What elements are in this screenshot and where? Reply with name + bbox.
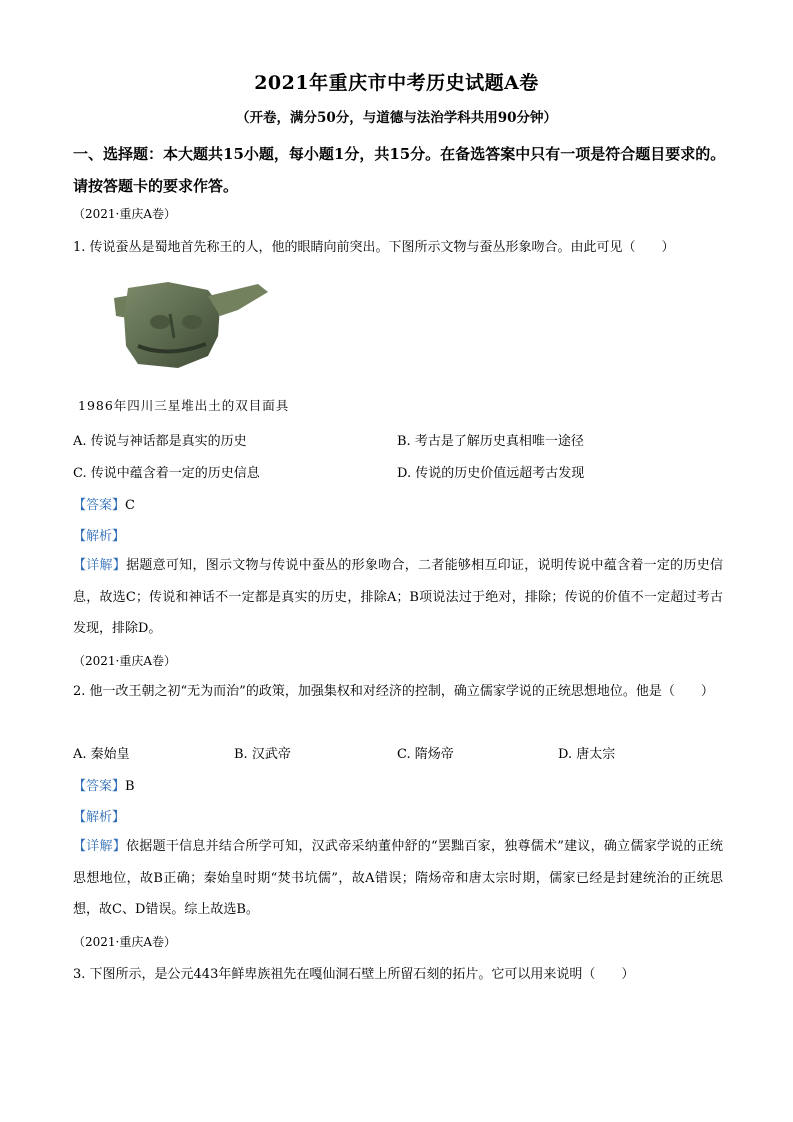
q1-option-c: C. 传说中蕴含着一定的历史信息 [73, 466, 260, 481]
q1-answer [73, 494, 135, 513]
detail-text: 依据题干信息并结合所学可知，汉武帝采纳董仲舒的“罢黜百家，独尊儒术”建议，确立儒家学说的正统思想地位，故B正确；秦始皇时期“焚书坑儒”，故A错误；隋炀帝和唐太宗时期，儒家已经是封建统治的正统思想，故C、D错误。综上故选B。 [73, 839, 723, 917]
q2-option-a: A. 秦始皇 [73, 747, 130, 762]
question-1-stem: 1. 传说蚕丛是蜀地首先称王的人，他的眼睛向前突出。下图所示文物与蚕丛形象吻合。由此可见（ ） [73, 240, 675, 255]
q1-option-b: B. 考古是了解历史真相唯一途径 [397, 434, 584, 449]
answer-value: B [125, 779, 135, 794]
detail-label: 【详解】 [73, 839, 127, 854]
question-1-source: （2021·重庆A卷） [73, 207, 177, 221]
question-2-source: （2021·重庆A卷） [73, 654, 177, 668]
q1-option-a: A. 传说与神话都是真实的历史 [73, 434, 247, 449]
section-heading: 一、选择题：本大题共15小题，每小题1分，共15分。在备选答案中只有一项是符合题目要求的。请按答题卡的要求作答。 [73, 145, 726, 195]
detail-label: 【详解】 [73, 558, 127, 573]
question-3-source: （2021·重庆A卷） [73, 935, 177, 949]
q2-answer [73, 775, 135, 794]
document-subtitle: （开卷，满分50分，与道德与法治学科共用90分钟） [235, 110, 558, 126]
figure-caption: 1986年四川三星堆出土的双目面具 [78, 398, 290, 413]
q1-option-d: D. 传说的历史价值远超考古发现 [397, 466, 585, 481]
q2-option-d: D. 唐太宗 [558, 747, 616, 762]
document-title: 2021年重庆市中考历史试题A卷 [254, 72, 539, 94]
bronze-mask-image [108, 276, 278, 376]
answer-value: C [125, 498, 135, 513]
question-3-stem: 3. 下图所示，是公元443年鲜卑族祖先在嘎仙洞石壁上所留石刻的拓片。它可以用来说明（ ） [73, 967, 635, 982]
q1-analysis-label: 【解析】 [73, 529, 126, 544]
q2-analysis-label: 【解析】 [73, 810, 126, 825]
q1-detail [73, 550, 723, 645]
question-2-stem: 2. 他一改王朝之初“无为而治”的政策，加强集权和对经济的控制，确立儒家学说的正统思想地位。他是（ ） [73, 684, 714, 699]
q2-option-b: B. 汉武帝 [234, 747, 291, 762]
detail-text: 据题意可知，图示文物与传说中蚕丛的形象吻合，二者能够相互印证，说明传说中蕴含着一定的历史信息，故选C；传说和神话不一定都是真实的历史，排除A；B项说法过于绝对，排除；传说的价值不一定超过考古发现，排除D。 [73, 558, 723, 636]
q2-option-c: C. 隋炀帝 [397, 747, 454, 762]
answer-label: 【答案】 [73, 498, 126, 513]
q2-detail [73, 831, 723, 926]
answer-label: 【答案】 [73, 779, 126, 794]
